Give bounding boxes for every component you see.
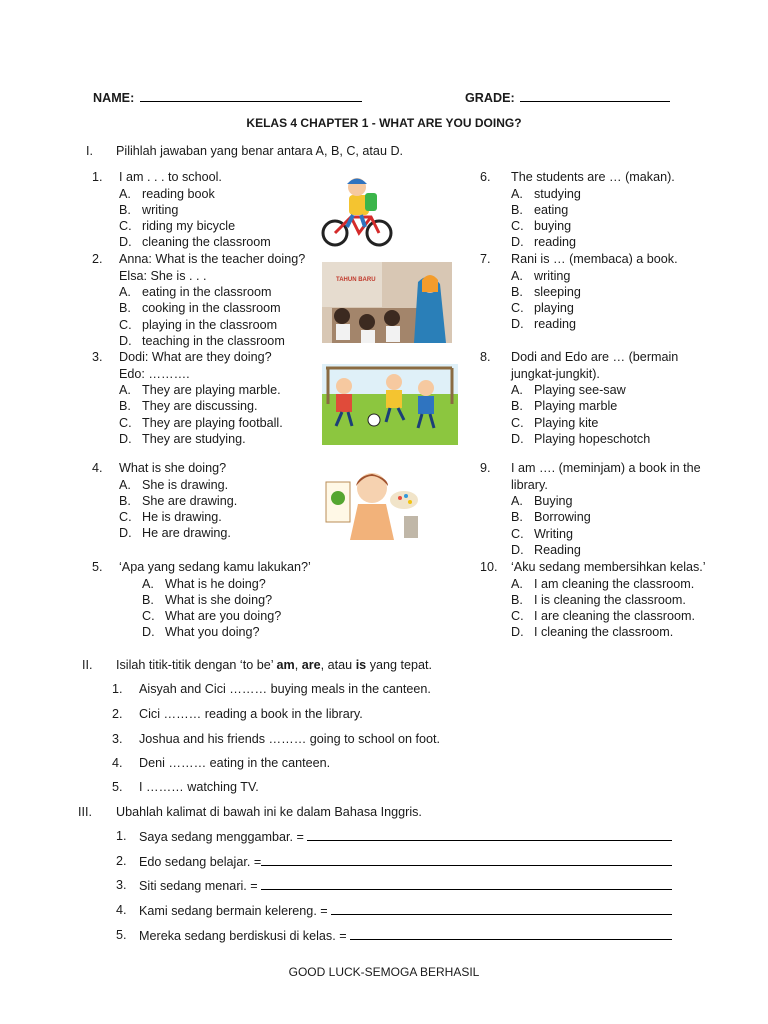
option-text: What is he doing? bbox=[165, 576, 266, 591]
question-stem: Elsa: She is . . . bbox=[119, 268, 207, 283]
answer-blank[interactable] bbox=[350, 928, 672, 940]
instruction-text: Isilah titik-titik dengan ‘to be’ bbox=[116, 658, 277, 672]
option-letter: A. bbox=[142, 576, 154, 591]
option-letter: C. bbox=[511, 219, 524, 233]
question-stem: Dodi: What are they doing? bbox=[119, 350, 272, 364]
option-letter: B. bbox=[511, 202, 523, 217]
section-2-instruction bbox=[116, 658, 432, 672]
item-row bbox=[139, 829, 672, 844]
option-text: reading bbox=[534, 317, 577, 332]
question-number: 4. bbox=[92, 461, 103, 475]
option-text: riding my bicycle bbox=[142, 219, 236, 233]
question-number: 6. bbox=[480, 170, 491, 184]
girl-drawing-image bbox=[322, 462, 425, 544]
option-letter: A. bbox=[119, 186, 131, 201]
option-text: Borrowing bbox=[534, 510, 591, 525]
option-letter: D. bbox=[119, 431, 132, 446]
item-text: Aisyah and Cici ……… buying meals in the canteen. bbox=[139, 682, 431, 696]
item-number: 2. bbox=[112, 707, 123, 721]
question-number: 8. bbox=[480, 350, 491, 364]
option-text: writing bbox=[142, 202, 179, 217]
option-text: Buying bbox=[534, 494, 573, 509]
option-text: playing bbox=[534, 301, 574, 315]
section-1-roman: I. bbox=[86, 144, 93, 158]
item-row bbox=[139, 854, 672, 869]
option-text: eating in the classroom bbox=[142, 285, 272, 300]
option-text: She is drawing. bbox=[142, 477, 229, 492]
question-stem: Edo: ………. bbox=[119, 366, 190, 381]
question-number: 7. bbox=[480, 252, 491, 266]
boy-riding-bicycle-image bbox=[321, 171, 393, 249]
question-stem: Anna: What is the teacher doing? bbox=[119, 252, 306, 266]
option-text: reading bbox=[534, 235, 577, 250]
question-stem: I am …. (meminjam) a book in the bbox=[511, 461, 701, 475]
option-letter: B. bbox=[119, 301, 131, 316]
option-text: They are studying. bbox=[142, 431, 246, 446]
item-text: Siti sedang menari. = bbox=[139, 879, 262, 893]
option-letter: D. bbox=[511, 625, 524, 640]
question-number: 2. bbox=[92, 252, 103, 266]
footer-text: GOOD LUCK-SEMOGA BERHASIL bbox=[288, 965, 480, 979]
option-letter: C. bbox=[119, 415, 132, 430]
answer-blank[interactable] bbox=[331, 903, 672, 915]
option-letter: C. bbox=[511, 526, 524, 541]
option-text: I are cleaning the classroom. bbox=[534, 609, 696, 623]
option-text: Reading bbox=[534, 542, 581, 557]
option-text: They are playing marble. bbox=[142, 383, 281, 398]
option-letter: B. bbox=[119, 399, 131, 414]
section-1-instruction: Pilihlah jawaban yang benar antara A, B, C, atau D. bbox=[116, 144, 404, 158]
section-3-instruction: Ubahlah kalimat di bawah ini ke dalam Bahasa Inggris. bbox=[116, 805, 422, 819]
option-letter: D. bbox=[511, 431, 524, 446]
item-text: Deni ……… eating in the canteen. bbox=[139, 756, 331, 770]
question-stem: Rani is … (membaca) a book. bbox=[511, 252, 678, 266]
item-text: Kami sedang bermain kelereng. = bbox=[139, 904, 332, 918]
to-be-are: are bbox=[301, 658, 321, 672]
grade-blank[interactable] bbox=[520, 89, 670, 102]
option-text: teaching in the classroom bbox=[142, 333, 285, 348]
option-letter: A. bbox=[511, 383, 523, 398]
option-text: reading book bbox=[142, 186, 215, 201]
section-3-roman: III. bbox=[78, 805, 92, 819]
item-text: Edo sedang belajar. = bbox=[139, 855, 262, 869]
option-text: sleeping bbox=[534, 284, 581, 299]
question-stem: library. bbox=[511, 477, 548, 492]
question-number: 10. bbox=[480, 560, 498, 574]
item-number: 4. bbox=[116, 903, 127, 917]
item-number: 3. bbox=[112, 732, 123, 746]
option-letter: C. bbox=[119, 317, 132, 332]
option-letter: D. bbox=[142, 625, 155, 640]
question-stem: The students are … (makan). bbox=[511, 170, 675, 184]
instruction-separator: , atau bbox=[320, 658, 356, 672]
question-stem: What is she doing? bbox=[119, 461, 227, 475]
option-letter: B. bbox=[119, 493, 131, 508]
question-number: 1. bbox=[92, 170, 103, 184]
option-letter: B. bbox=[119, 202, 131, 217]
option-letter: D. bbox=[119, 526, 132, 541]
instruction-separator: , bbox=[294, 658, 302, 672]
teacher-classroom-photo bbox=[322, 262, 452, 343]
picture-caption: TAHUN BARU bbox=[336, 277, 376, 283]
question-stem: Dodi and Edo are … (bermain bbox=[511, 350, 679, 364]
option-text: Playing see-saw bbox=[534, 383, 626, 398]
option-text: studying bbox=[534, 186, 581, 201]
item-number: 5. bbox=[116, 928, 127, 942]
option-text: I am cleaning the classroom. bbox=[534, 576, 695, 591]
option-text: cleaning the classroom bbox=[142, 235, 271, 250]
name-label: NAME: bbox=[93, 91, 135, 105]
option-letter: C. bbox=[119, 219, 132, 233]
option-text: writing bbox=[534, 268, 571, 283]
grade-field[interactable] bbox=[465, 89, 670, 105]
answer-blank[interactable] bbox=[307, 829, 672, 841]
option-letter: A. bbox=[119, 285, 131, 300]
option-letter: A. bbox=[511, 576, 523, 591]
answer-blank[interactable] bbox=[261, 878, 672, 890]
item-row bbox=[139, 878, 672, 893]
question-number: 3. bbox=[92, 350, 103, 364]
item-text: Joshua and his friends ……… going to school on foot. bbox=[139, 732, 441, 746]
option-text: He are drawing. bbox=[142, 526, 231, 541]
option-text: Writing bbox=[534, 526, 573, 541]
option-letter: D. bbox=[511, 542, 524, 557]
item-number: 2. bbox=[116, 854, 127, 868]
option-letter: D. bbox=[119, 235, 132, 250]
option-letter: C. bbox=[511, 301, 524, 315]
question-number: 5. bbox=[92, 560, 103, 574]
option-text: Playing hopeschotch bbox=[534, 431, 651, 446]
item-text: Saya sedang menggambar. = bbox=[139, 830, 308, 844]
item-text: I ……… watching TV. bbox=[139, 780, 259, 794]
option-text: I is cleaning the classroom. bbox=[534, 592, 686, 607]
to-be-am: am bbox=[276, 658, 295, 672]
option-text: playing in the classroom bbox=[142, 317, 278, 332]
option-letter: B. bbox=[511, 510, 523, 525]
option-text: buying bbox=[534, 219, 572, 233]
item-number: 3. bbox=[116, 878, 127, 892]
item-number: 1. bbox=[116, 829, 127, 843]
page-title: KELAS 4 CHAPTER 1 - WHAT ARE YOU DOING? bbox=[246, 116, 522, 130]
item-row bbox=[139, 928, 672, 943]
option-letter: B. bbox=[511, 399, 523, 414]
option-text: I cleaning the classroom. bbox=[534, 625, 674, 640]
option-text: eating bbox=[534, 202, 569, 217]
option-text: What is she doing? bbox=[165, 592, 273, 607]
option-text: She are drawing. bbox=[142, 493, 238, 508]
to-be-is: is bbox=[355, 658, 367, 672]
option-letter: A. bbox=[511, 494, 523, 509]
option-letter: B. bbox=[142, 592, 154, 607]
option-text: Playing kite bbox=[534, 415, 599, 430]
item-number: 5. bbox=[112, 780, 123, 794]
question-stem: I am . . . to school. bbox=[119, 170, 222, 184]
grade-label: GRADE: bbox=[465, 91, 515, 105]
option-letter: A. bbox=[511, 186, 523, 201]
kids-playing-football-image bbox=[322, 364, 458, 445]
item-number: 4. bbox=[112, 756, 123, 770]
question-stem: jungkat-jungkit). bbox=[511, 366, 600, 381]
question-number: 9. bbox=[480, 461, 491, 475]
option-letter: D. bbox=[511, 235, 524, 250]
name-field[interactable] bbox=[93, 89, 362, 105]
option-letter: C. bbox=[511, 415, 524, 430]
option-letter: A. bbox=[119, 477, 131, 492]
item-row bbox=[139, 903, 672, 918]
option-text: They are discussing. bbox=[142, 399, 258, 414]
section-2-roman: II. bbox=[82, 658, 93, 672]
option-text: What are you doing? bbox=[165, 609, 282, 623]
answer-blank[interactable] bbox=[261, 854, 672, 866]
question-stem: ‘Apa yang sedang kamu lakukan?’ bbox=[119, 560, 311, 574]
instruction-text: yang tepat. bbox=[366, 658, 433, 672]
option-letter: B. bbox=[511, 592, 523, 607]
option-text: Playing marble bbox=[534, 399, 618, 414]
option-letter: D. bbox=[119, 333, 132, 348]
option-text: What you doing? bbox=[165, 625, 260, 640]
option-letter: C. bbox=[119, 510, 132, 524]
option-letter: D. bbox=[511, 317, 524, 332]
option-text: He is drawing. bbox=[142, 510, 222, 524]
name-blank[interactable] bbox=[140, 89, 362, 102]
option-text: cooking in the classroom bbox=[142, 301, 281, 316]
option-letter: A. bbox=[511, 268, 523, 283]
item-text: Cici ……… reading a book in the library. bbox=[139, 707, 363, 721]
option-letter: A. bbox=[119, 383, 131, 398]
item-number: 1. bbox=[112, 682, 123, 696]
option-letter: C. bbox=[511, 609, 524, 623]
option-letter: C. bbox=[142, 609, 155, 623]
question-stem: ‘Aku sedang membersihkan kelas.’ bbox=[511, 560, 706, 574]
option-text: They are playing football. bbox=[142, 415, 283, 430]
item-text: Mereka sedang berdiskusi di kelas. = bbox=[139, 929, 351, 943]
option-letter: B. bbox=[511, 284, 523, 299]
